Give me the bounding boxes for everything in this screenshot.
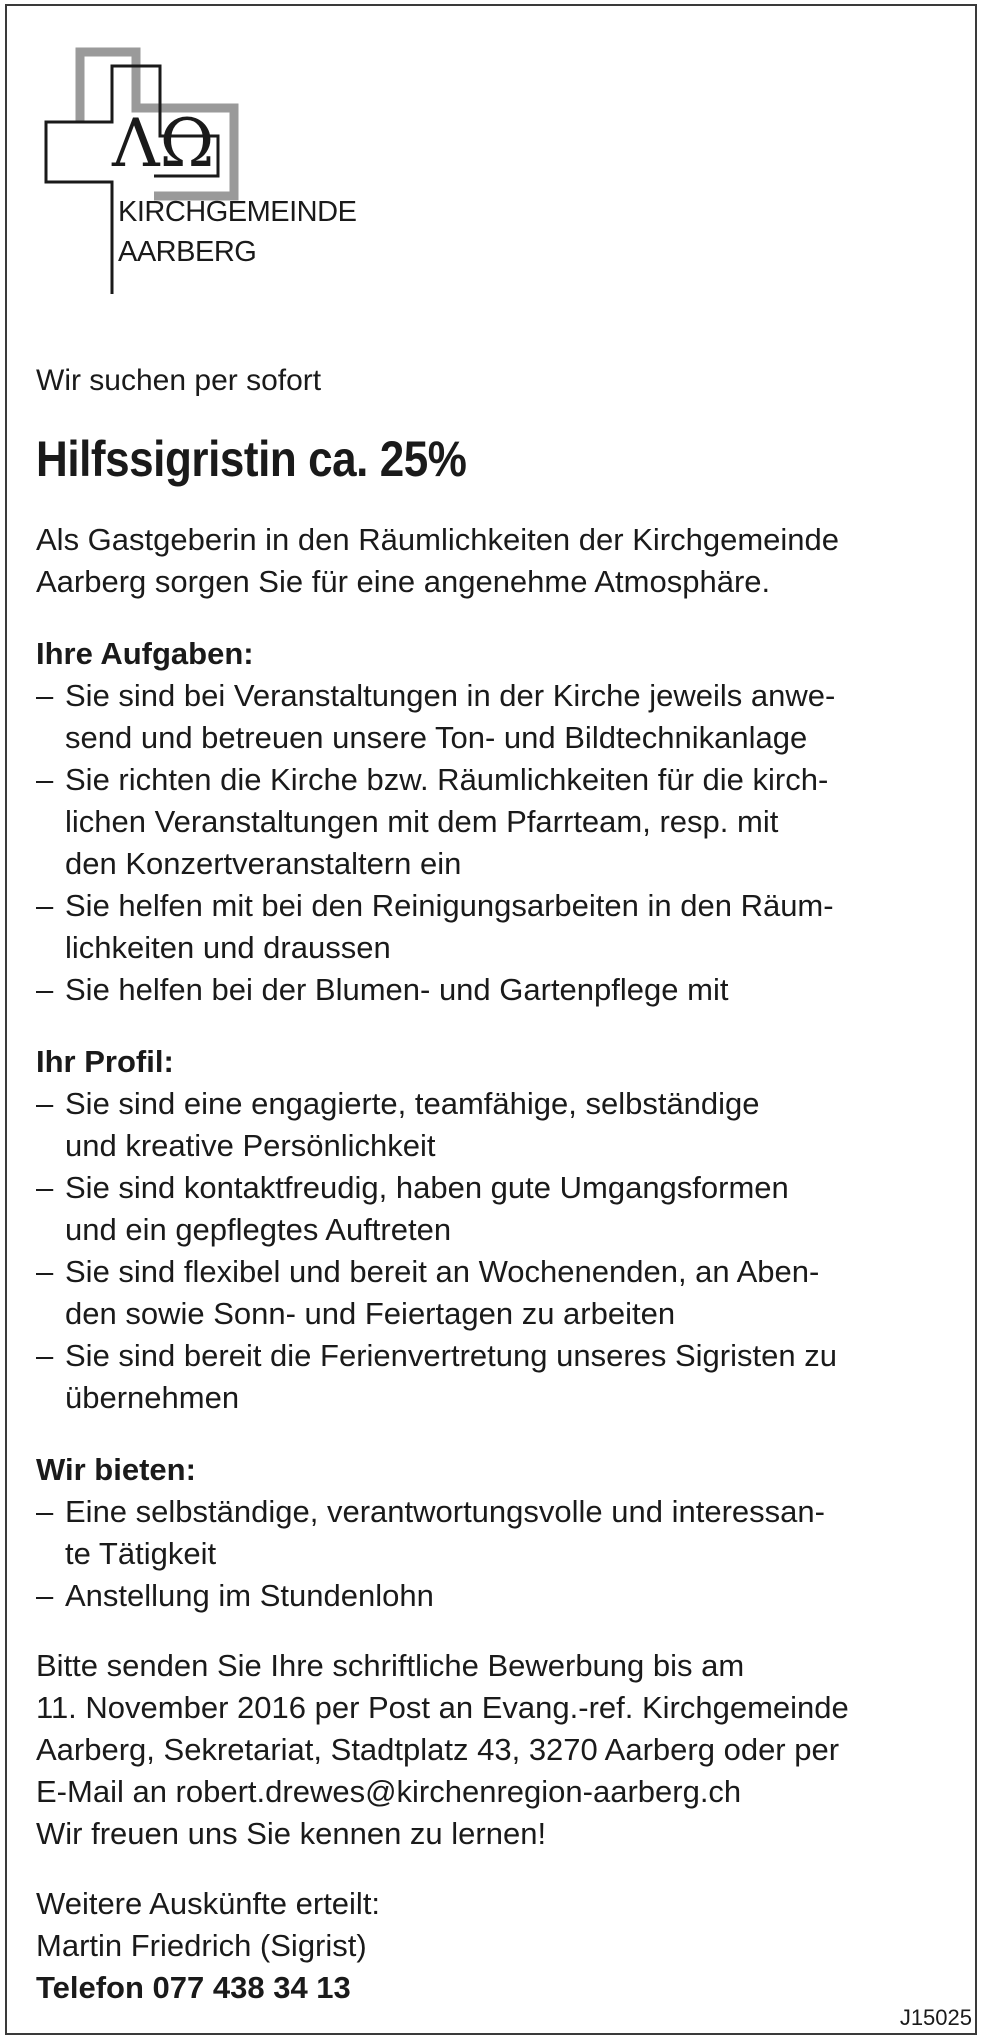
section-offer: [36, 1449, 966, 1617]
list-item: [36, 675, 966, 759]
application-email-line: E-Mail an robert.drewes@kirchenregion-aarberg.ch: [36, 1774, 742, 1809]
section-heading: Ihre Aufgaben:: [36, 636, 254, 671]
offer-list: [36, 1491, 966, 1617]
logo-line-1: KIRCHGEMEINDE: [118, 196, 357, 228]
list-item-line: lichkeiten und draussen: [65, 930, 391, 965]
list-item-line: und kreative Persönlichkeit: [65, 1128, 436, 1163]
logo-glyphs: ΛΩ: [112, 105, 215, 182]
contact-info: [36, 1883, 966, 2009]
list-item: [36, 1251, 966, 1335]
profile-list: [36, 1083, 966, 1419]
list-item-line: Sie sind eine engagierte, teamfähige, selbständige: [65, 1086, 760, 1121]
task-list: [36, 675, 966, 1011]
intro-text: Wir suchen per sofort: [36, 364, 322, 397]
application-line: Bitte senden Sie Ihre schriftliche Bewerbung bis am: [36, 1648, 745, 1683]
list-item-line: Sie sind bei Veranstaltungen in der Kirche jeweils anwe-: [65, 678, 836, 713]
list-item: [36, 759, 966, 885]
list-item-line: send und betreuen unsere Ton- und Bildtechnikanlage: [65, 720, 808, 755]
list-item-line: den sowie Sonn- und Feiertagen zu arbeiten: [65, 1296, 676, 1331]
list-item: [36, 1575, 966, 1617]
section-heading: Ihr Profil:: [36, 1044, 174, 1079]
application-info: [36, 1645, 966, 1855]
logo: [42, 44, 392, 306]
list-item-line: Sie sind flexibel und bereit an Wochenenden, an Aben-: [65, 1254, 820, 1289]
description-line: Als Gastgeberin in den Räumlichkeiten der Kirchgemeinde: [36, 522, 839, 557]
ad-content: [36, 360, 966, 2009]
list-item-line: te Tätigkeit: [65, 1536, 217, 1571]
list-item: [36, 1083, 966, 1167]
list-item-line: Eine selbständige, verantwortungsvolle und interessan-: [65, 1494, 825, 1529]
list-item-line: Sie richten die Kirche bzw. Räumlichkeiten für die kirch-: [65, 762, 829, 797]
logo-text: [118, 192, 356, 272]
job-title: Hilfssigristin ca. 25%: [36, 431, 467, 487]
list-item: [36, 1335, 966, 1419]
section-heading: Wir bieten:: [36, 1452, 196, 1487]
list-item-line: Sie sind bereit die Ferienvertretung unseres Sigristen zu: [65, 1338, 837, 1373]
contact-label: Weitere Auskünfte erteilt:: [36, 1886, 381, 1921]
list-item: [36, 1167, 966, 1251]
list-item: [36, 969, 966, 1011]
list-item-line: den Konzertveranstaltern ein: [65, 846, 462, 881]
logo-line-2: AARBERG: [118, 236, 257, 268]
list-item-line: Sie helfen bei der Blumen- und Gartenpflege mit: [65, 972, 729, 1007]
contact-name: Martin Friedrich (Sigrist): [36, 1928, 367, 1963]
application-line: Wir freuen uns Sie kennen zu lernen!: [36, 1816, 547, 1851]
application-line: 11. November 2016 per Post an Evang.-ref. Kirchgemeinde: [36, 1690, 849, 1725]
list-item-line: lichen Veranstaltungen mit dem Pfarrteam, resp. mit: [65, 804, 779, 839]
contact-phone: Telefon 077 438 34 13: [36, 1970, 351, 2005]
list-item-line: Sie sind kontaktfreudig, haben gute Umgangsformen: [65, 1170, 789, 1205]
description-line: Aarberg sorgen Sie für eine angenehme Atmosphäre.: [36, 564, 771, 599]
list-item-line: übernehmen: [65, 1380, 240, 1415]
list-item: [36, 885, 966, 969]
application-line: Aarberg, Sekretariat, Stadtplatz 43, 3270 Aarberg oder per: [36, 1732, 840, 1767]
section-profile: [36, 1041, 966, 1419]
list-item-line: und ein gepflegtes Auftreten: [65, 1212, 452, 1247]
section-tasks: [36, 633, 966, 1011]
list-item: [36, 1491, 966, 1575]
description: [36, 519, 966, 603]
list-item-line: Sie helfen mit bei den Reinigungsarbeiten in den Räum-: [65, 888, 834, 923]
ad-code: J15025: [899, 2005, 972, 2030]
list-item-line: Anstellung im Stundenlohn: [65, 1578, 434, 1613]
